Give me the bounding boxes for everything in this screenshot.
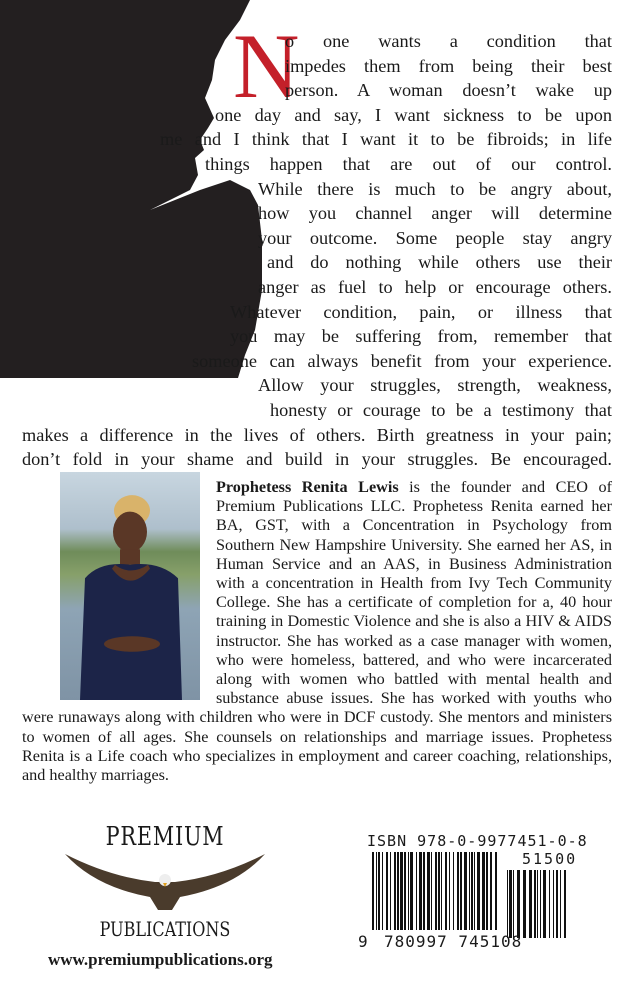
blurb-line: o one wants a condition that xyxy=(285,31,612,51)
barcode-bar xyxy=(517,870,520,938)
barcode-bar xyxy=(534,870,536,938)
blurb-line: Allow your struggles, strength, weakness, xyxy=(258,375,612,396)
barcode-bar xyxy=(410,852,413,930)
barcode-bar xyxy=(482,852,485,930)
barcode-bar xyxy=(449,852,450,930)
barcode-bar xyxy=(556,870,558,938)
barcode-bar xyxy=(477,852,480,930)
barcode-bar xyxy=(471,852,473,930)
author-photo xyxy=(60,472,200,700)
price-code: 51500 xyxy=(522,850,578,868)
barcode-bar xyxy=(474,852,475,930)
barcode-bar xyxy=(509,870,512,938)
barcode-bar xyxy=(540,870,541,938)
barcode-bar xyxy=(416,852,417,930)
barcode-bar xyxy=(490,852,492,930)
blurb-line: While there is much to be angry about, xyxy=(258,178,612,199)
blurb-line: and do nothing while others use their xyxy=(267,252,612,273)
barcode-bar xyxy=(513,870,514,938)
barcode-bar xyxy=(404,852,406,930)
barcode-bar xyxy=(431,852,432,930)
barcode-bar xyxy=(553,870,554,938)
barcode-bar xyxy=(537,870,538,938)
blurb-line: one day and say, I want sickness to be upon xyxy=(215,104,612,125)
barcode-bar xyxy=(386,852,388,930)
blurb-line: person. A woman doesn’t wake up xyxy=(285,80,612,101)
barcode-bar xyxy=(400,852,403,930)
isbn-text: ISBN 978-0-9977451-0-8 xyxy=(367,832,588,850)
barcode-bar xyxy=(376,852,377,930)
barcode-bar xyxy=(419,852,422,930)
barcode-bar xyxy=(382,852,383,930)
author-name: Prophetess Renita Lewis xyxy=(216,478,399,496)
barcode-bar xyxy=(445,852,447,930)
barcode-bar xyxy=(507,870,508,938)
barcode-bar xyxy=(453,852,454,930)
barcode-bar xyxy=(435,852,437,930)
barcode-bar xyxy=(441,852,442,930)
eagle-icon xyxy=(60,852,270,912)
barcode-bar xyxy=(464,852,467,930)
blurb-line: honesty or courage to be a testimony that xyxy=(270,400,612,420)
barcode-bar xyxy=(469,852,470,930)
barcode-bar xyxy=(564,870,566,938)
barcode-bar xyxy=(427,852,430,930)
logo-top-text: PREMIUM xyxy=(105,822,225,852)
drop-cap: N xyxy=(233,15,300,117)
blurb-line: makes a difference in the lives of others. Birth greatness in your pain; xyxy=(22,424,612,445)
barcode-bar xyxy=(408,852,409,930)
barcode-bar xyxy=(397,852,399,930)
author-bio xyxy=(22,478,612,785)
barcode-bar xyxy=(394,852,396,930)
isbn-barcode xyxy=(352,832,622,950)
blurb-line: how you channel anger will determine xyxy=(258,203,612,224)
barcode-bar xyxy=(457,852,459,930)
bio-text: is the founder and CEO of Premium Publications LLC. Prophetess Renita earned her BA, GST, with a Concentration in Psychology from Southern New Hampshire University. She earned her AS, in Human Service and an AAS, in Business Administration with a concentration in Health from Ivy Tech Community College. She has a certificate of completion for a, 40 hour training in Domestic Violence and she is also a HIV & AIDS instructor. She has worked as a case manager with women, who were homeless, battered, and who were incarcerated along with women who battled with mental health and substance abuse issues. She has worked with youths who were runaways along with children who were in DCF custody. She mentors and ministers to women of all ages. She counsels on relationships and marriage issues. Prophetess Renita is a Life coach who specializes in employment and career coaching, relationships, and healthy marriages. xyxy=(22,478,612,785)
blurb-line: your outcome. Some people stay angry xyxy=(258,227,612,248)
ean-digits: 780997 745108 xyxy=(384,932,523,951)
barcode-bar xyxy=(438,852,440,930)
blurb-line: things happen that are out of our control. xyxy=(205,154,612,174)
publisher-url[interactable]: www.premiumpublications.org xyxy=(48,950,273,969)
blurb-line: me and I think that I want it to be fibroids; in life xyxy=(160,129,612,150)
barcode-bar xyxy=(560,870,561,938)
blurb-line: someone can always benefit from your experience. xyxy=(192,350,612,371)
blurb-line: don’t fold in your shame and build in your struggles. Be encouraged. xyxy=(22,449,612,470)
barcode-bar xyxy=(378,852,380,930)
barcode-bar xyxy=(486,852,488,930)
barcode-bar xyxy=(523,870,526,938)
barcode-bar xyxy=(372,852,374,930)
logo-bottom-text: PUBLICATIONS xyxy=(99,917,231,941)
barcode-bar xyxy=(529,870,532,938)
ean-first-digit: 9 xyxy=(358,932,368,951)
barcode-bar xyxy=(495,852,497,930)
barcode-bar xyxy=(549,870,550,938)
barcode-bar xyxy=(460,852,462,930)
blurb-line: impedes them from being their best xyxy=(285,55,612,76)
barcode-bar xyxy=(423,852,425,930)
barcode-bar xyxy=(543,870,546,938)
blurb-line: anger as fuel to help or encourage others. xyxy=(258,277,612,297)
blurb-line: you may be suffering from, remember that xyxy=(230,326,612,347)
barcode-bar xyxy=(390,852,391,930)
blurb-line: Whatever condition, pain, or illness that xyxy=(230,301,612,322)
publisher-logo xyxy=(60,822,270,952)
